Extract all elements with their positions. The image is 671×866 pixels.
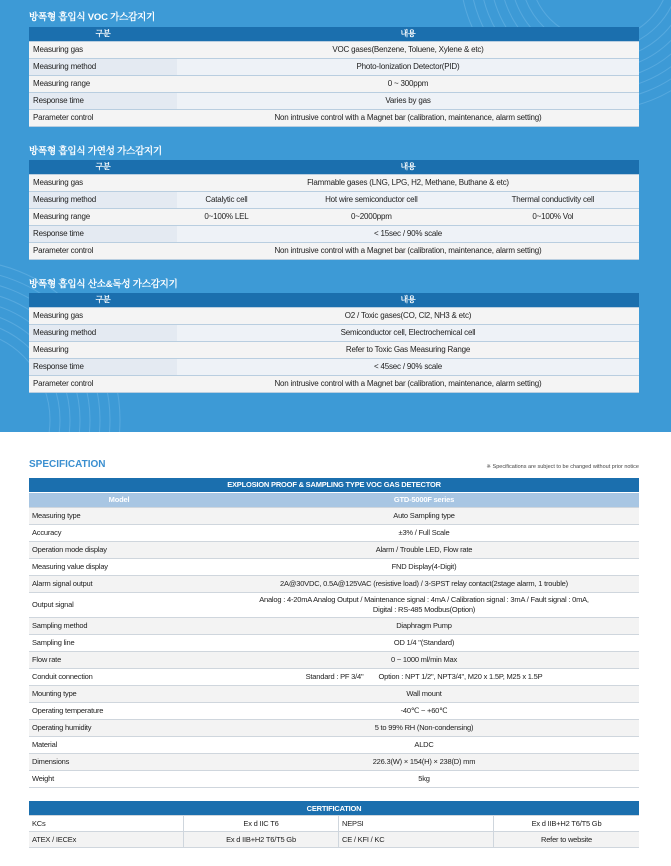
combustible-detector-title: 방폭형 흡입식 가연성 가스감지기 — [29, 146, 162, 157]
row-label: Measuring range — [29, 209, 177, 226]
row-label: Parameter control — [29, 376, 177, 393]
row-label: Accuracy — [29, 525, 209, 542]
table-row — [29, 832, 639, 848]
certification-table — [29, 801, 639, 848]
row-label: Measuring — [29, 342, 177, 359]
specification-table — [29, 478, 639, 788]
product-overview-panel — [0, 0, 671, 432]
row-value: -40℃ ~ +60℃ — [209, 703, 639, 720]
row-value: Catalytic cell — [177, 192, 276, 209]
header-content: 내용 — [177, 160, 639, 175]
row-value: Photo-Ionization Detector(PID) — [177, 59, 639, 76]
row-label: Measuring method — [29, 59, 177, 76]
row-value: Non intrusive control with a Magnet bar (calibration, maintenance, alarm setting) — [177, 376, 639, 393]
table-row — [29, 93, 639, 110]
table-row — [29, 192, 639, 209]
row-label: Response time — [29, 226, 177, 243]
table-row — [29, 525, 639, 542]
row-value: 226.3(W) × 154(H) × 238(D) mm — [209, 754, 639, 771]
table-row — [29, 308, 639, 325]
cert-name: NEPSI — [339, 816, 494, 832]
row-label: Operating humidity — [29, 720, 209, 737]
table-row — [29, 110, 639, 127]
row-value: ALDC — [209, 737, 639, 754]
row-label: Measuring method — [29, 325, 177, 342]
table-row — [29, 754, 639, 771]
header-category: 구분 — [29, 160, 177, 175]
spec-banner-row — [29, 478, 639, 493]
row-value: Varies by gas — [177, 93, 639, 110]
row-label: Dimensions — [29, 754, 209, 771]
header-content: 내용 — [177, 293, 639, 308]
row-value: < 15sec / 90% scale — [177, 226, 639, 243]
row-value: Standard : PF 3/4" Option : NPT 1/2", NPT3/4", M20 x 1.5P, M25 x 1.5P — [209, 669, 639, 686]
row-value: Hot wire semiconductor cell — [276, 192, 467, 209]
table-row — [29, 652, 639, 669]
table-row — [29, 771, 639, 788]
row-label: Measuring value display — [29, 559, 209, 576]
row-value: FND Display(4-Digit) — [209, 559, 639, 576]
model-label: Model — [29, 493, 209, 508]
row-value: 0~100% Vol — [467, 209, 639, 226]
row-label: Measuring gas — [29, 175, 177, 192]
row-value: Flammable gases (LNG, LPG, H2, Methane, Buthane & etc) — [177, 175, 639, 192]
row-value: 0 ~ 1000 ml/min Max — [209, 652, 639, 669]
specification-heading: SPECIFICATION — [29, 459, 106, 470]
table-row — [29, 593, 639, 618]
cert-value: Refer to website — [494, 832, 640, 848]
row-value — [209, 593, 639, 618]
row-label: Flow rate — [29, 652, 209, 669]
spec-model-row — [29, 493, 639, 508]
model-value: GTD-5000F series — [209, 493, 639, 508]
row-value: O2 / Toxic gases(CO, Cl2, NH3 & etc) — [177, 308, 639, 325]
row-label: Weight — [29, 771, 209, 788]
table-header-row — [29, 160, 639, 175]
row-label: Measuring method — [29, 192, 177, 209]
table-row — [29, 325, 639, 342]
table-row — [29, 635, 639, 652]
toxic-detector-table — [29, 293, 639, 393]
table-row — [29, 720, 639, 737]
voc-detector-title: 방폭형 흡입식 VOC 가스감지기 — [29, 12, 156, 23]
cert-value: Ex d IIC T6 — [184, 816, 339, 832]
row-value: Thermal conductivity cell — [467, 192, 639, 209]
row-value: Non intrusive control with a Magnet bar (calibration, maintenance, alarm setting) — [177, 110, 639, 127]
row-value: Wall mount — [209, 686, 639, 703]
row-label: Sampling method — [29, 618, 209, 635]
row-value: 5 to 99% RH (Non-condensing) — [209, 720, 639, 737]
table-row — [29, 686, 639, 703]
table-row — [29, 669, 639, 686]
row-label: Measuring range — [29, 76, 177, 93]
row-value: 0~2000ppm — [276, 209, 467, 226]
table-row — [29, 342, 639, 359]
output-signal-line-2: Digital : RS-485 Modbus(Option) — [372, 605, 476, 614]
combustible-detector-table — [29, 160, 639, 260]
row-value: Auto Sampling type — [209, 508, 639, 525]
spec-banner: EXPLOSION PROOF & SAMPLING TYPE VOC GAS DETECTOR — [29, 478, 639, 493]
table-row — [29, 508, 639, 525]
row-value: 5kg — [209, 771, 639, 788]
output-signal-line-1: Analog : 4-20mA Analog Output / Maintenance signal : 4mA / Calibration signal : 3mA / Fault signal : 0mA, — [259, 595, 589, 604]
row-value: ±3% / Full Scale — [209, 525, 639, 542]
row-value: Diaphragm Pump — [209, 618, 639, 635]
table-row — [29, 42, 639, 59]
row-label: Response time — [29, 93, 177, 110]
row-value: 2A@30VDC, 0.5A@125VAC (resistive load) / 3-SPST relay contact(2stage alarm, 1 trouble) — [209, 576, 639, 593]
row-value: OD 1/4 "(Standard) — [209, 635, 639, 652]
cert-value: Ex d IIB+H2 T6/T5 Gb — [494, 816, 640, 832]
table-row — [29, 542, 639, 559]
row-label: Parameter control — [29, 243, 177, 260]
table-header-row — [29, 27, 639, 42]
row-value: 0~100% LEL — [177, 209, 276, 226]
row-label: Alarm signal output — [29, 576, 209, 593]
table-row — [29, 243, 639, 260]
row-label: Material — [29, 737, 209, 754]
table-row — [29, 576, 639, 593]
table-row — [29, 175, 639, 192]
row-label: Measuring gas — [29, 42, 177, 59]
cert-name: KCs — [29, 816, 184, 832]
table-row — [29, 737, 639, 754]
row-label: Measuring gas — [29, 308, 177, 325]
table-row — [29, 816, 639, 832]
row-label: Output signal — [29, 593, 209, 618]
row-label: Response time — [29, 359, 177, 376]
header-content: 내용 — [177, 27, 639, 42]
cert-banner-row — [29, 801, 639, 816]
table-row — [29, 618, 639, 635]
table-row — [29, 703, 639, 720]
table-row — [29, 209, 639, 226]
row-value: < 45sec / 90% scale — [177, 359, 639, 376]
row-value: VOC gases(Benzene, Toluene, Xylene & etc) — [177, 42, 639, 59]
row-label: Operating temperature — [29, 703, 209, 720]
row-label: Mounting type — [29, 686, 209, 703]
table-header-row — [29, 293, 639, 308]
row-value: Non intrusive control with a Magnet bar (calibration, maintenance, alarm setting) — [177, 243, 639, 260]
table-row — [29, 376, 639, 393]
cert-value: Ex d IIB+H2 T6/T5 Gb — [184, 832, 339, 848]
table-row — [29, 559, 639, 576]
specification-note: ※ Specifications are subject to be changed without prior notice — [486, 464, 639, 470]
row-label: Operation mode display — [29, 542, 209, 559]
row-value: Refer to Toxic Gas Measuring Range — [177, 342, 639, 359]
toxic-detector-title: 방폭형 흡입식 산소&독성 가스감지기 — [29, 279, 178, 290]
row-value: 0 ~ 300ppm — [177, 76, 639, 93]
header-category: 구분 — [29, 293, 177, 308]
cert-name: ATEX / IECEx — [29, 832, 184, 848]
table-row — [29, 76, 639, 93]
cert-banner: CERTIFICATION — [29, 801, 639, 816]
row-label: Sampling line — [29, 635, 209, 652]
row-label: Conduit connection — [29, 669, 209, 686]
table-row — [29, 226, 639, 243]
row-value: Semiconductor cell, Electrochemical cell — [177, 325, 639, 342]
row-label: Parameter control — [29, 110, 177, 127]
voc-detector-table — [29, 27, 639, 127]
header-category: 구분 — [29, 27, 177, 42]
row-value: Alarm / Trouble LED, Flow rate — [209, 542, 639, 559]
table-row — [29, 59, 639, 76]
row-label: Measuring type — [29, 508, 209, 525]
table-row — [29, 359, 639, 376]
cert-name: CE / KFI / KC — [339, 832, 494, 848]
